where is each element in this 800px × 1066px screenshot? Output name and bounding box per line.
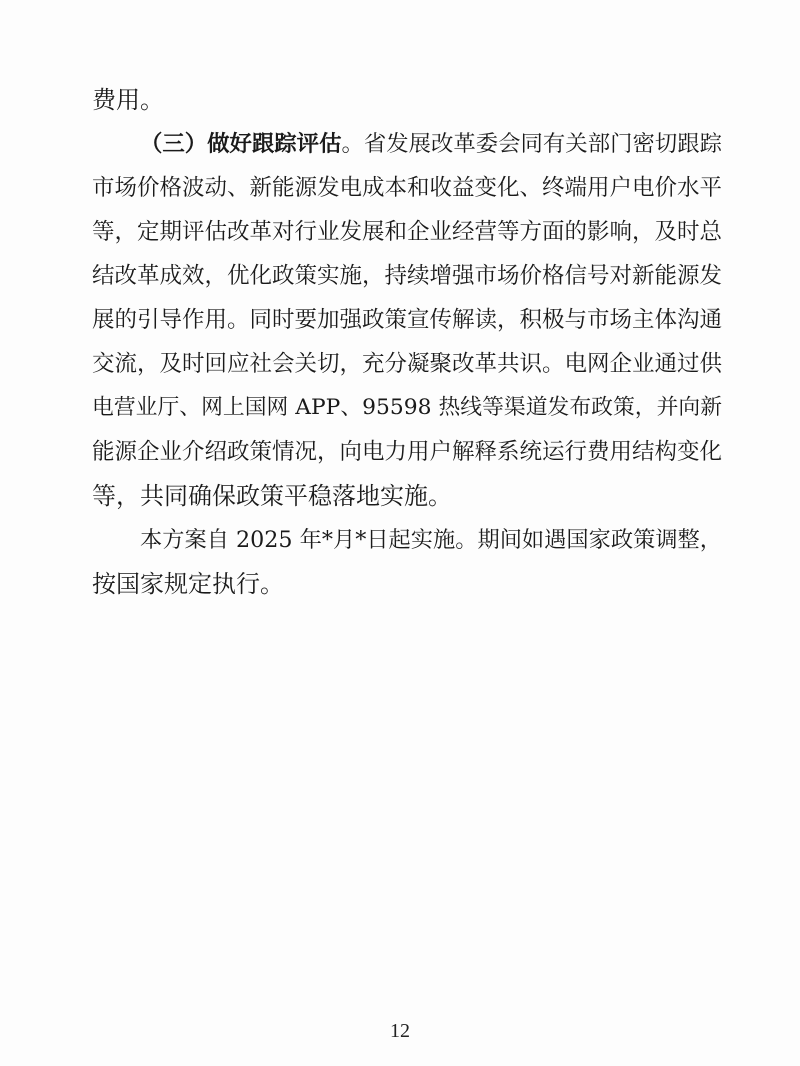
paragraph-line (92, 172, 722, 204)
line-text: 费用。 (92, 86, 164, 114)
line-text: 能源企业介绍政策情况，向电力用户解释系统运行费用结构变化 (92, 439, 723, 465)
section-heading-line (140, 128, 722, 160)
line-text: 。省发展改革委会同有关部门密切跟踪 (341, 131, 722, 157)
paragraph-line (92, 568, 722, 600)
paragraph-line (140, 524, 722, 556)
paragraph-line (92, 260, 722, 292)
page-number: 12 (390, 1020, 410, 1042)
line-text: 按国家规定执行。 (92, 570, 284, 598)
section-heading: （三）做好跟踪评估 (140, 131, 342, 157)
line-text: 市场价格波动、新能源发电成本和收益变化、终端用户电价水平 (92, 175, 723, 201)
paragraph-line (92, 348, 722, 380)
paragraph-line (92, 436, 722, 468)
line-text: 展的引导作用。同时要加强政策宣传解读，积极与市场主体沟通 (92, 307, 723, 333)
line-text: 结改革成效，优化政策实施，持续增强市场价格信号对新能源发 (92, 263, 723, 289)
line-text: 等，共同确保政策平稳落地实施。 (92, 482, 452, 510)
paragraph-line (92, 304, 722, 336)
paragraph-line (92, 480, 722, 512)
line-text: 交流，及时回应社会关切，充分凝聚改革共识。电网企业通过供 (92, 351, 723, 377)
line-text: 本方案自 2025 年*月*日起实施。期间如遇国家政策调整， (140, 527, 722, 553)
line-text: 电营业厅、网上国网 APP、95598 热线等渠道发布政策，并向新 (92, 395, 722, 420)
paragraph-line (92, 216, 722, 248)
paragraph-line (92, 392, 722, 424)
paragraph-line (92, 84, 722, 116)
line-text: 等，定期评估改革对行业发展和企业经营等方面的影响，及时总 (92, 219, 723, 245)
